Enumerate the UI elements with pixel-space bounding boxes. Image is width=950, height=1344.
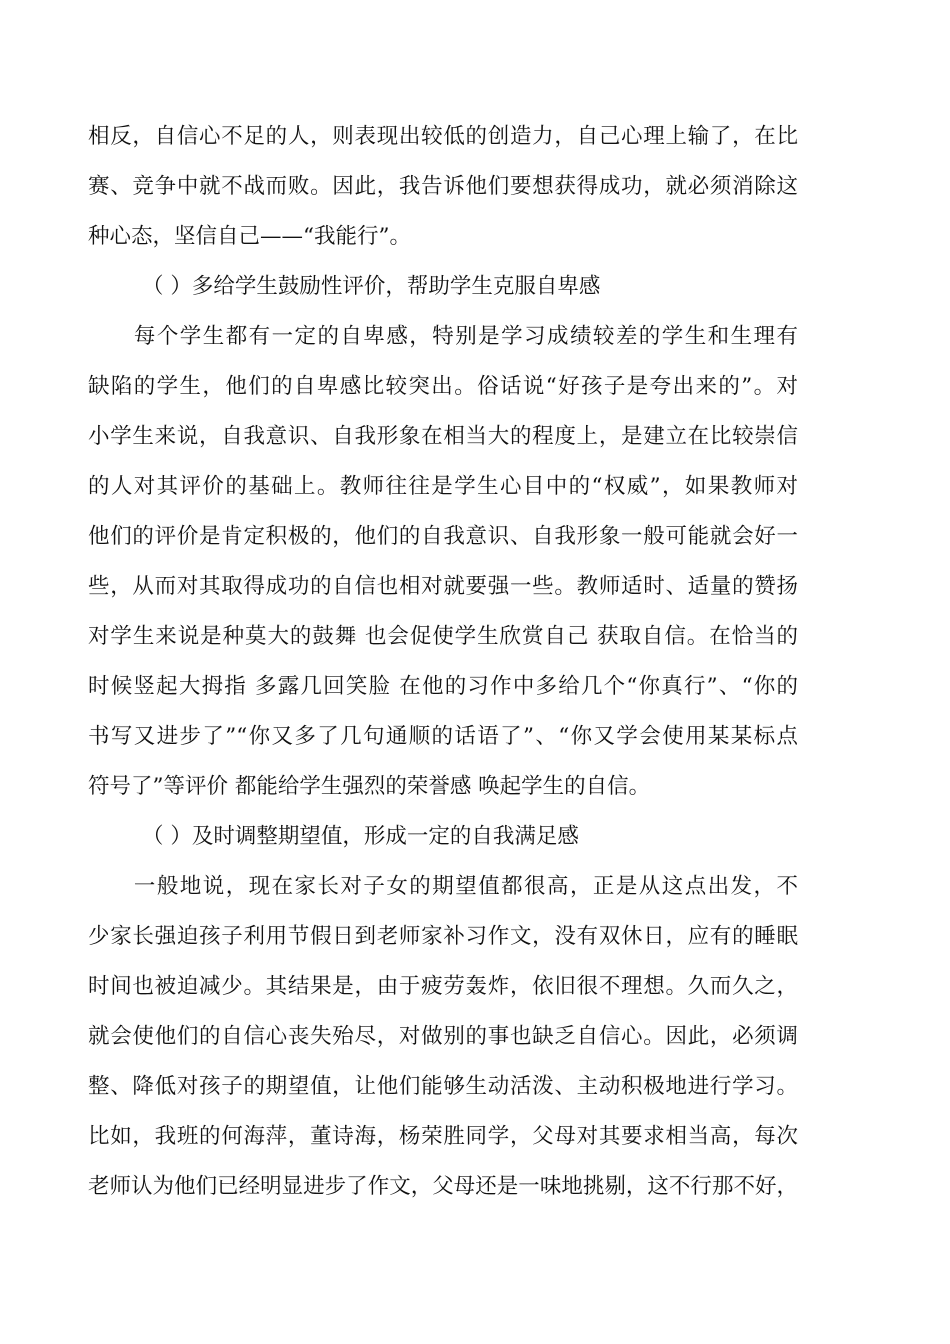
text-line: 书写又进步了”“你又多了几句通顺的话语了”、“你又学会使用某某标点 [88,724,798,749]
text-line: 老师认为他们已经明显进步了作文，父母还是一味地挑剔，这不行那不好， [88,1174,798,1199]
text-line: 小学生来说，自我意识、自我形象在相当大的程度上，是建立在比较崇信 [88,424,798,449]
text-line: 些，从而对其取得成功的自信也相对就要强一些。教师适时、适量的赞扬 [88,574,798,599]
text-line: 赛、竞争中就不战而败。因此，我告诉他们要想获得成功，就必须消除这 [88,174,798,199]
text-line: 比如，我班的何海萍，董诗海，杨荣胜同学，父母对其要求相当高，每次 [88,1124,798,1149]
text-line: 时候竖起大拇指 多露几回笑脸 在他的习作中多给几个“你真行”、“你的 [88,674,798,699]
text-line: 少家长强迫孩子利用节假日到老师家补习作文，没有双休日，应有的睡眠 [88,924,798,949]
section-heading: （ ）及时调整期望值，形成一定的自我满足感 [142,824,579,849]
text-line: 一般地说，现在家长对子女的期望值都很高，正是从这点出发，不 [88,874,798,899]
text-line: 他们的评价是肯定积极的，他们的自我意识、自我形象一般可能就会好一 [88,524,798,549]
text-line: 种心态，坚信自己——“我能行”。 [88,224,411,249]
text-line: 时间也被迫减少。其结果是，由于疲劳轰炸，依旧很不理想。久而久之， [88,974,798,999]
section-heading: （ ）多给学生鼓励性评价，帮助学生克服自卑感 [142,274,601,299]
text-line: 的人对其评价的基础上。教师往往是学生心目中的“权威”，如果教师对 [88,474,798,499]
text-line: 相反，自信心不足的人，则表现出较低的创造力，自己心理上输了，在比 [88,124,798,149]
text-line: 每个学生都有一定的自卑感，特别是学习成绩较差的学生和生理有 [88,324,798,349]
body-text [88,112,798,1212]
text-line: 符号了”等评价 都能给学生强烈的荣誉感 唤起学生的自信。 [88,774,651,799]
text-line: 就会使他们的自信心丧失殆尽，对做别的事也缺乏自信心。因此，必须调 [88,1024,798,1049]
text-line: 整、降低对孩子的期望值，让他们能够生动活泼、主动积极地进行学习。 [88,1074,798,1099]
text-line: 缺陷的学生，他们的自卑感比较突出。俗话说“好孩子是夸出来的”。对 [88,374,798,399]
text-line: 对学生来说是种莫大的鼓舞 也会促使学生欣赏自己 获取自信。在恰当的 [88,624,798,649]
